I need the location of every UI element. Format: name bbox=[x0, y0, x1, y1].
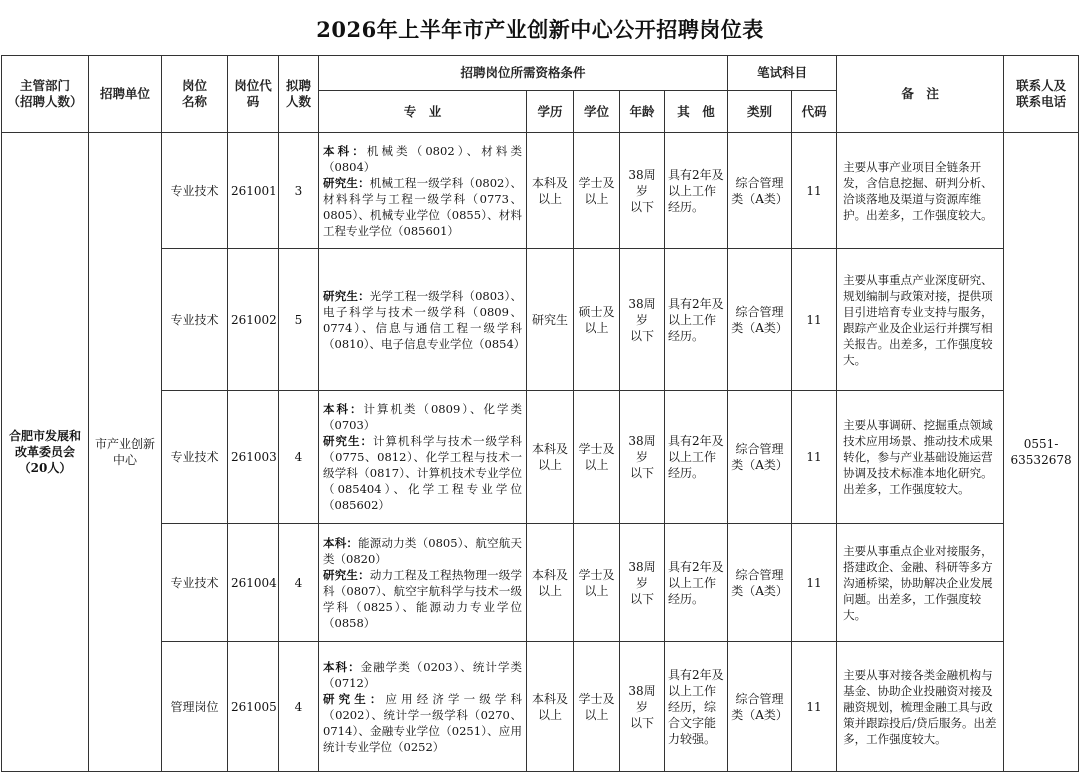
major-cell bbox=[319, 391, 527, 524]
header-other: 其 他 bbox=[665, 91, 728, 133]
header-remarks: 备 注 bbox=[837, 56, 1004, 133]
category-cell: 综合管理 类（A类） bbox=[728, 391, 792, 524]
major-cell bbox=[319, 524, 527, 642]
quota-cell: 3 bbox=[279, 133, 319, 249]
graduate-majors: 动力工程及工程热物理一级学科（0807）、航空宇航科学与技术一级学科（0825）、能源动力专业学位（0858） bbox=[323, 567, 522, 630]
contact-cell: 0551- 63532678 bbox=[1004, 133, 1079, 772]
exam-code-cell: 11 bbox=[792, 249, 837, 391]
category-cell: 综合管理 类（A类） bbox=[728, 524, 792, 642]
post-name-cell: 专业技术 bbox=[162, 524, 228, 642]
age-cell: 38周岁 以下 bbox=[620, 133, 665, 249]
category-cell: 综合管理 类（A类） bbox=[728, 133, 792, 249]
graduate-majors: 光学工程一级学科（0803）、电子科学与技术一级学科（0809、0774）、信息与通信工程一级学科（0810）、电子信息专业学位（0854） bbox=[323, 288, 526, 351]
education-cell: 研究生 bbox=[527, 249, 574, 391]
header-category: 类别 bbox=[728, 91, 792, 133]
undergrad-label: 本科： bbox=[323, 535, 359, 550]
graduate-label: 研究生： bbox=[323, 288, 370, 303]
page-title: 2026年上半年市产业创新中心公开招聘岗位表 bbox=[316, 17, 764, 42]
dept-cell: 合肥市发展和 改革委员会 （20人） bbox=[2, 133, 89, 772]
table-row bbox=[2, 642, 1079, 772]
remarks-cell: 主要从事对接各类金融机构与基金、协助企业投融资对接及融资规划，梳理金融工具与政策并跟踪投后/贷后服务。出差多，工作强度较大。 bbox=[837, 642, 1004, 772]
post-code-cell: 261004 bbox=[228, 524, 279, 642]
other-cell: 具有2年及 以上工作 经历。 bbox=[665, 249, 728, 391]
exam-code-cell: 11 bbox=[792, 524, 837, 642]
undergrad-majors: 能源动力类（0805）、航空航天类（0820） bbox=[323, 535, 523, 566]
undergrad-label: 本科： bbox=[323, 143, 367, 158]
exam-code-cell: 11 bbox=[792, 391, 837, 524]
post-name-cell: 专业技术 bbox=[162, 249, 228, 391]
header-conditions: 招聘岗位所需资格条件 bbox=[319, 56, 728, 91]
quota-cell: 4 bbox=[279, 642, 319, 772]
degree-cell: 学士及 以上 bbox=[574, 391, 620, 524]
age-cell: 38周岁 以下 bbox=[620, 391, 665, 524]
graduate-majors: 应用经济学一级学科（0202）、统计学一级学科（0270、0714）、金融专业学位（0251）、应用统计专业学位（0252） bbox=[323, 691, 522, 754]
header-post-name: 岗位 名称 bbox=[162, 56, 228, 133]
graduate-label: 研究生： bbox=[323, 434, 373, 448]
age-cell: 38周岁 以下 bbox=[620, 524, 665, 642]
quota-cell: 4 bbox=[279, 524, 319, 642]
unit-cell: 市产业创新 中心 bbox=[89, 133, 162, 772]
degree-cell: 硕士及 以上 bbox=[574, 249, 620, 391]
header-contact: 联系人及 联系电话 bbox=[1004, 56, 1079, 133]
post-name-cell: 专业技术 bbox=[162, 391, 228, 524]
degree-cell: 学士及 以上 bbox=[574, 133, 620, 249]
major-cell bbox=[319, 249, 527, 391]
header-major: 专 业 bbox=[319, 91, 527, 133]
header-degree: 学位 bbox=[574, 91, 620, 133]
undergrad-label: 本科： bbox=[323, 659, 361, 674]
undergrad-label: 本科： bbox=[323, 402, 364, 416]
post-code-cell: 261001 bbox=[228, 133, 279, 249]
header-age: 年龄 bbox=[620, 91, 665, 133]
remarks-cell: 主要从事调研、挖掘重点领域技术应用场景、推动技术成果转化，参与产业基础设施运营协调及技术标准本地化研究。出差多，工作强度较大。 bbox=[837, 391, 1004, 524]
degree-cell: 学士及 以上 bbox=[574, 524, 620, 642]
education-cell: 本科及 以上 bbox=[527, 391, 574, 524]
major-cell bbox=[319, 642, 527, 772]
other-cell: 具有2年及 以上工作 经历。 bbox=[665, 133, 728, 249]
header-code: 代码 bbox=[792, 91, 837, 133]
remarks-cell: 主要从事重点产业深度研究、规划编制与政策对接，提供项目引进培育专业支持与服务，跟踪产业及企业运行并撰写相关报告。出差多，工作强度较大。 bbox=[837, 249, 1004, 391]
table-row bbox=[2, 524, 1079, 642]
quota-cell: 4 bbox=[279, 391, 319, 524]
table-row bbox=[2, 133, 1079, 249]
age-cell: 38周岁 以下 bbox=[620, 249, 665, 391]
degree-cell: 学士及 以上 bbox=[574, 642, 620, 772]
remarks-cell: 主要从事重点企业对接服务，搭建政企、金融、科研等多方沟通桥梁，协助解决企业发展问题。出差多，工作强度较大。 bbox=[837, 524, 1004, 642]
header-quota: 拟聘 人数 bbox=[279, 56, 319, 133]
quota-cell: 5 bbox=[279, 249, 319, 391]
header-education: 学历 bbox=[527, 91, 574, 133]
age-cell: 38周岁 以下 bbox=[620, 642, 665, 772]
major-cell bbox=[319, 133, 527, 249]
header-post-code: 岗位代 码 bbox=[228, 56, 279, 133]
post-code-cell: 261003 bbox=[228, 391, 279, 524]
table-row bbox=[2, 391, 1079, 524]
category-cell: 综合管理 类（A类） bbox=[728, 249, 792, 391]
other-cell: 具有2年及 以上工作 经历。 bbox=[665, 391, 728, 524]
other-cell: 具有2年及 以上工作 经历，综 合文字能 力较强。 bbox=[665, 642, 728, 772]
undergrad-majors: 机械类（0802）、材料类（0804） bbox=[323, 143, 523, 174]
exam-code-cell: 11 bbox=[792, 642, 837, 772]
post-name-cell: 专业技术 bbox=[162, 133, 228, 249]
other-cell: 具有2年及 以上工作 经历。 bbox=[665, 524, 728, 642]
graduate-majors: 计算机科学与技术一级学科（0775、0812）、化学工程与技术一级学科（0817）、计算机技术专业学位（085404）、化学工程专业学位（085602） bbox=[323, 434, 522, 512]
header-unit: 招聘单位 bbox=[89, 56, 162, 133]
education-cell: 本科及 以上 bbox=[527, 642, 574, 772]
undergrad-majors: 计算机类（0809）、化学类（0703） bbox=[323, 402, 523, 432]
graduate-label: 研究生： bbox=[323, 175, 370, 190]
header-dept: 主管部门 （招聘人数） bbox=[2, 56, 89, 133]
undergrad-majors: 金融学类（0203）、统计学类（0712） bbox=[323, 659, 523, 690]
education-cell: 本科及 以上 bbox=[527, 133, 574, 249]
post-name-cell: 管理岗位 bbox=[162, 642, 228, 772]
graduate-label: 研究生： bbox=[323, 567, 370, 582]
graduate-majors: 机械工程一级学科（0802）、材料科学与工程一级学科（0773、0805）、机械专业学位（0855）、材料工程专业学位（085601） bbox=[323, 175, 523, 238]
table-row bbox=[2, 249, 1079, 391]
recruitment-table bbox=[1, 55, 1079, 772]
header-exam: 笔试科目 bbox=[728, 56, 837, 91]
category-cell: 综合管理 类（A类） bbox=[728, 642, 792, 772]
graduate-label: 研究生： bbox=[323, 691, 386, 706]
post-code-cell: 261002 bbox=[228, 249, 279, 391]
exam-code-cell: 11 bbox=[792, 133, 837, 249]
post-code-cell: 261005 bbox=[228, 642, 279, 772]
education-cell: 本科及 以上 bbox=[527, 524, 574, 642]
remarks-cell: 主要从事产业项目全链条开发，含信息挖掘、研判分析、洽谈落地及渠道与资源库维护。出差多，工作强度较大。 bbox=[837, 133, 1004, 249]
